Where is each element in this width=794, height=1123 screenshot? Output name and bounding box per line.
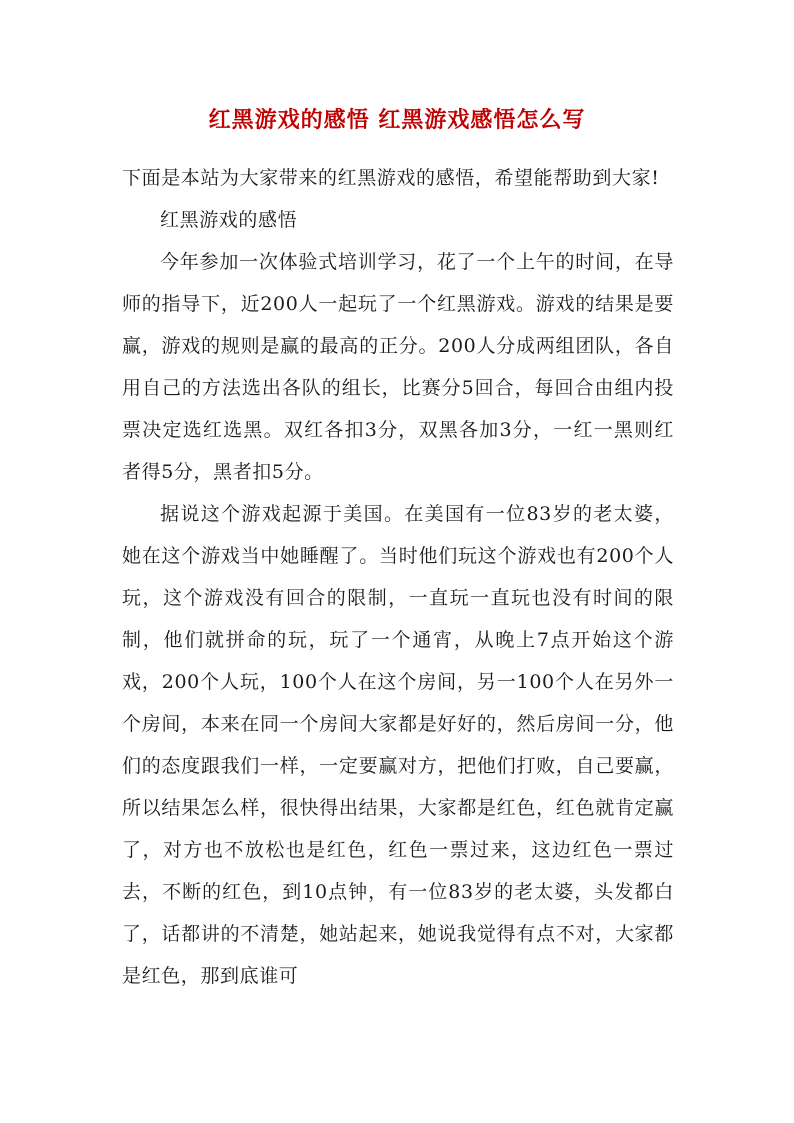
article-body [122,157,674,997]
section-heading: 红黑游戏的感悟 [160,209,298,231]
body-paragraph: 今年参加一次体验式培训学习，花了一个上午的时间，在导师的指导下，近200人一起玩了一个红黑游戏。游戏的结果是要赢，游戏的规则是赢的最高的正分。200人分成两组团队，各自用自己的方法选出各队的组长，比赛分5回合，每回合由组内投票决定选红选黑。双红各扣3分，双黑各加3分，一红一黑则红者得5分，黑者扣5分。 [122,251,674,483]
intro-paragraph: 下面是本站为大家带来的红黑游戏的感悟，希望能帮助到大家! [122,167,660,189]
page-title: 红黑游戏的感悟 红黑游戏感悟怎么写 [208,107,586,133]
body-paragraph: 据说这个游戏起源于美国。在美国有一位83岁的老太婆，她在这个游戏当中她睡醒了。当时他们玩这个游戏也有200个人玩，这个游戏没有回合的限制，一直玩一直玩也没有时间的限制，他们就拼命的玩，玩了一个通宵，从晚上7点开始这个游戏，200个人玩，100个人在这个房间，另一100个人在另外一个房间，本来在同一个房间大家都是好好的，然后房间一分，他们的态度跟我们一样，一定要赢对方，把他们打败，自己要赢，所以结果怎么样，很快得出结果，大家都是红色，红色就肯定赢了，对方也不放松也是红色，红色一票过来，这边红色一票过去，不断的红色，到10点钟，有一位83岁的老太婆，头发都白了，话都讲的不清楚，她站起来，她说我觉得有点不对，大家都是红色，那到底谁可 [122,503,674,987]
